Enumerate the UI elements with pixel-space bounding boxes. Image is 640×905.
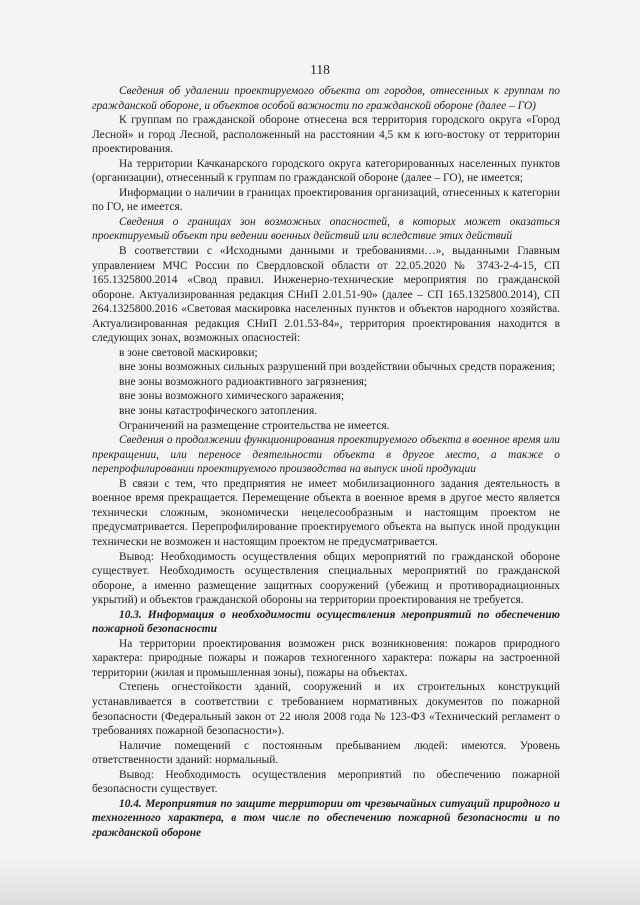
- paragraph: В связи с тем, что предприятия не имеет мобилизационного задания деятельность в военное время прекращается. Перемещение объекта в военное время в другое место является технически сложным, экономически нецелесообразным и настоящим проектом не предусматривается. Перепрофилирование проектируемого объекта на выпуск иной продукции технически не возможен и настоящим проектом не предусматривается.: [92, 477, 560, 548]
- paragraph: На территории Качканарского городского округа категорированных населенных пунктов (организации), отнесенный к группам по гражданской обороне (далее – ГО), не имеется;: [92, 157, 560, 185]
- list-item: вне зоны возможного радиоактивного загрязнения;: [119, 375, 368, 388]
- list-item: вне зоны возможного химического заражения;: [119, 390, 345, 403]
- paragraph: В соответствии с «Исходными данными и требованиями…», выданными Главным управлением МЧС России по Свердловской области от 22.05.2020 № 3743-2-4-15, СП 165.1325800.2014 «Свод правил. Инженерно-технические мероприятия по гражданской обороне. Актуализированная редакция СНиП 2.01.51-90» (далее – СП 165.1325800.2014), СП 264.1325800.2016 «Световая маскировка населенных пунктов и объектов народного хозяйства. Актуализированная редакция СНиП 2.01.53-84», территория проектирования находится в следующих зонах, возможных опасностей:: [92, 245, 560, 345]
- page-number: 118: [310, 62, 330, 77]
- scan-shadow: [0, 857, 640, 905]
- section-heading-10-4: 10.4. Мероприятия по защите территории от чрезвычайных ситуаций природного и техногенного характера, в том числе по обеспечению пожарной безопасности и по гражданской обороне: [92, 797, 560, 839]
- heading-distance-info: Сведения об удалении проектируемого объекта от городов, отнесенных к группам по гражданской обороне, и объектов особой важности по гражданской обороне (далее – ГО): [92, 85, 560, 112]
- paragraph: На территории проектирования возможен риск возникновения: пожаров природного характера: природные пожары и пожаров техногенного характера: пожары на застроенной территории (жилая и промышленная зоны), пожары на объектах.: [92, 637, 560, 679]
- paragraph: Вывод: Необходимость осуществления общих мероприятий по гражданской обороне существует. Необходимость осуществления специальных мероприятий по гражданской обороне, а именно размещение защитных сооружений (убежищ и противорадиационных укрытий) и объектов гражданской обороны на территории проектирования не требуется.: [92, 550, 560, 607]
- heading-wartime-operation: Сведения о продолжении функционирования проектируемого объекта в военное время или прекращении, или переносе деятельности объекта в другое место, а также о перепрофилировании проектируемого производства на выпуск иной продукции: [92, 434, 560, 476]
- paragraph: Информации о наличии в границах проектирования организаций, отнесенных к категории по ГО, не имеется.: [92, 186, 560, 214]
- paragraph: Ограничений на размещение строительства не имеется.: [119, 419, 390, 432]
- paragraph: Вывод: Необходимость осуществления мероприятий по обеспечению пожарной безопасности существует.: [92, 768, 560, 796]
- heading-danger-zones: Сведения о границах зон возможных опасностей, в которых может оказаться проектируемый объект при ведении военных действий или вследствие этих действий: [92, 215, 560, 243]
- list-item: вне зоны возможных сильных разрушений при воздействии обычных средств поражения;: [119, 361, 556, 374]
- paragraph: Наличие помещений с постоянным пребыванием людей: имеются. Уровень ответственности зданий: нормальный.: [92, 739, 560, 767]
- paragraph: Степень огнестойкости зданий, сооружений и их строительных конструкций устанавливается в соответствии с требованием нормативных документов по пожарной безопасности (Федеральный закон от 22 июля 2008 года № 123-ФЗ «Технический регламент о требованиях пожарной безопасности»).: [92, 681, 560, 738]
- page-body: [92, 84, 560, 840]
- list-item: вне зоны катастрофического затопления.: [119, 405, 318, 418]
- section-heading-10-3: 10.3. Информация о необходимости осуществления мероприятий по обеспечению пожарной безопасности: [92, 608, 560, 636]
- list-item: в зоне световой маскировки;: [119, 346, 258, 359]
- paragraph: К группам по гражданской обороне отнесена вся территория городского округа «Город Лесной» и город Лесной, расположенный на расстоянии 4,5 км к юго-востоку от территории проектирования.: [92, 114, 560, 156]
